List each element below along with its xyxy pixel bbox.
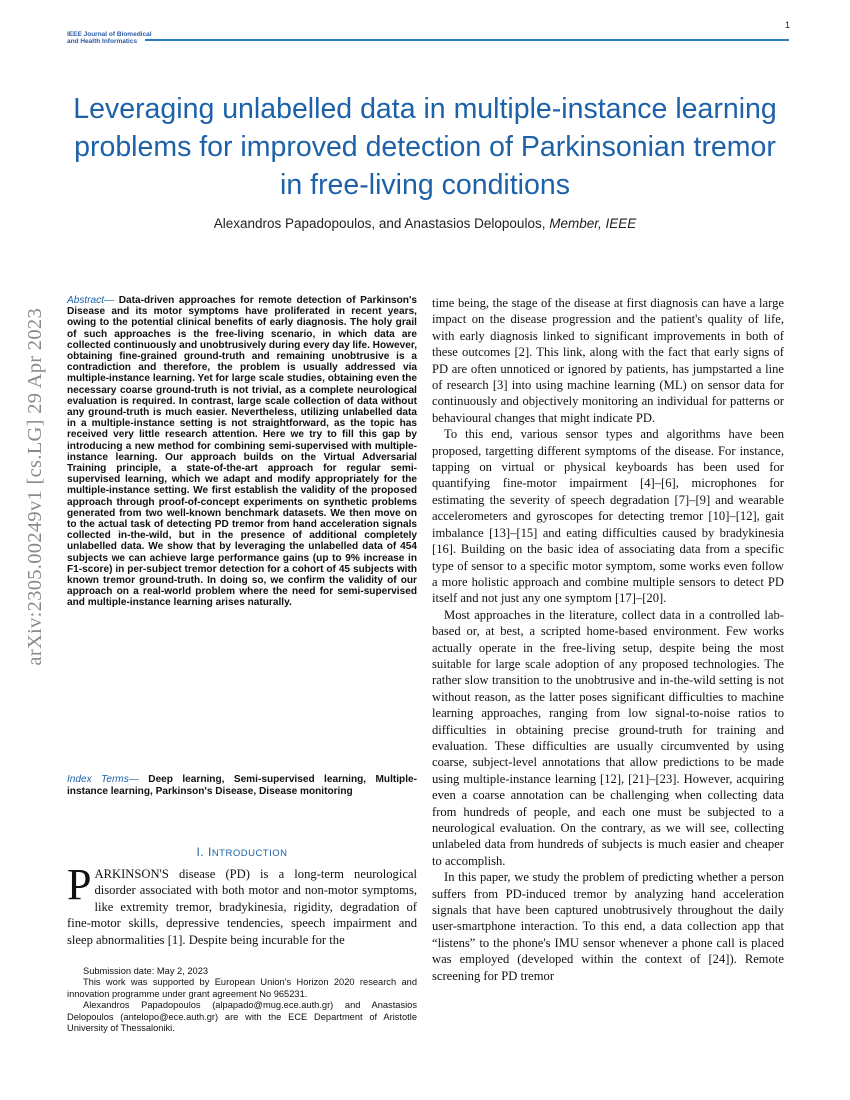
body-paragraph: time being, the stage of the disease at first diagnosis can have a large impact on the disease progression and the patient's quality of life, with early diagnosis linked to significant improvements in both of these outcomes [2]. This link, along with the fact that early signs of PD are often unnoticed or ignored by patients, has jumpstarted a line of research [3] into using machine learning (ML) on sensor data for continuously and objectively monitoring an individual for patterns or behavioural changes that might indicate PD.: [432, 296, 784, 425]
author-names: Alexandros Papadopoulos, and Anastasios Delopoulos,: [213, 216, 546, 231]
right-column: [432, 295, 784, 984]
intro-paragraph: [67, 860, 417, 948]
footnote-funding: This work was supported by European Union's Horizon 2020 research and innovation programme under grant agreement No 965231.: [67, 977, 417, 999]
paper-authors: [60, 216, 790, 231]
section-numeral: I. I: [196, 845, 212, 859]
abstract-text: Data-driven approaches for remote detection of Parkinson's Disease and its motor symptoms have proliferated in recent years, owing to the potential clinical benefits of early diagnosis. The holy grail of such approaches is the free-living scenario, in which data are collected continuously and unobtrusively during every day life. However, obtaining fine-grained ground-truth and remaining unobtrusive is a contradiction and therefore, the problem is usually addressed via multiple-instance learning. Yet for large scale studies, obtaining even the necessary coarse ground-truth is not trivial, as a complete neurological evaluation is required. In contrast, large scale collection of data without any ground-truth is much easier. Nevertheless, utilizing unlabelled data in a multiple-instance setting is not straightforward, as the topic has received very little research attention. Here we try to fill this gap by introducing a new method for combining semi-supervised with multiple-instance learning. Our approach builds on the Virtual Adversarial Training principle, a state-of-the-art approach for regular semi-supervised learning, which we adapt and modify appropriately for the multiple-instance setting. We first establish the validity of the proposed approach through proof-of-concept experiments on synthetic problems generated from two well-known benchmark datasets. We then move on to the actual task of detecting PD tremor from hand acceleration signals collected in-the-wild, but in the presence of additional completely unlabelled data. We show that by leveraging the unlabelled data of 454 subjects we can achieve large performance gains (up to 9% increase in F1-score) in per-subject tremor detection for a cohort of 45 subjects with known tremor ground-truth. In doing so, we confirm the validity of our approach on a real-world problem where the need for semi-supervised and multiple-instance learning arises naturally.: [67, 295, 418, 609]
footnote-submission: Submission date: May 2, 2023: [83, 966, 209, 976]
arxiv-watermark: [18, 294, 52, 680]
index-terms: [67, 774, 417, 797]
index-terms-label: Index Terms—: [67, 774, 139, 785]
section-heading-introduction: [67, 845, 417, 859]
arxiv-id: arXiv:2305.00249v1 [cs.LG] 29 Apr 2023: [23, 308, 46, 666]
intro-text: disease (PD) is a long-term neurological disorder associated with both motor and non-motor symptoms, like extremity tremor, bradykinesia, rigidity, degradation of fine-motor skills, depressive tendencies, speech impairment and sleep abnormalities [1]. Despite being incurable for the: [67, 867, 417, 947]
abstract: [67, 295, 417, 609]
footnote-affiliation: Alexandros Papadopoulos (alpapado@mug.ece.auth.gr) and Anastasios Delopoulos (antelopo@ece.auth.gr) are with the ECE Department of Aristotle University of Thessaloniki.: [67, 1000, 417, 1034]
journal-name: IEEE Journal of Biomedical and Health Informatics: [67, 31, 152, 45]
drop-cap: P: [67, 860, 92, 909]
paper-title: Leveraging unlabelled data in multiple-instance learning problems for improved detection of Parkinsonian tremor in free-living conditions: [73, 93, 777, 201]
section-title-rest: NTRODUCTION: [211, 848, 288, 859]
abstract-label: Abstract—: [67, 295, 115, 306]
index-terms-text: Deep learning, Semi-supervised learning, Multiple-instance learning, Parkinson's Disease, Disease monitoring: [67, 774, 417, 797]
intro-first-word: ARKINSON'S: [94, 867, 169, 881]
header-rule: [145, 39, 789, 41]
author-membership: Member, IEEE: [549, 216, 637, 231]
body-paragraph: In this paper, we study the problem of predicting whether a person suffers from PD-induced tremor by analyzing hand acceleration signals that have been captured unobtrusively throughout the daily user-smartphone interaction. To this end, a data collection app that “listens” to the phone's IMU sensor whenever a phone call is placed was employed (developed within the context of [24]). Remote screening for PD tremor: [432, 870, 784, 983]
page-number: 1: [785, 20, 791, 30]
body-paragraph: Most approaches in the literature, collect data in a controlled lab-based or, at best, a scripted home-based environment. Few works actually operate in the free-living setup, despite being the most suitable for large scale adoption of any proposed technologies. The rather slow transition to the unobtrusive and in-the-wild setting is not without reason, as the latter poses significant difficulties to machine learning approaches, ranging from low signal-to-noise ratios to difficulties in obtaining precise ground-truth for training and evaluation. These difficulties are usually circumvented by using coarse, subject-level annotations that allow predictions to be made using multiple-instance learning [12], [21]–[23]. However, acquiring even a coarse annotation can be challenging when collecting data from hundreds of people, and each one must be subjected to a neurological evaluation. On the contrary, as we will see, collecting unlabeled data from hundreds of subjects is much easier and cheaper to accomplish.: [432, 607, 784, 868]
footnotes: [67, 966, 417, 1034]
body-paragraph: To this end, various sensor types and algorithms have been proposed, targetting different symptoms of the disease. For instance, tapping on virtual or physical keyboards has been used for quantifying fine-motor impairment [4]–[6], microphones for estimating the severity of speech degradation [7]–[9] and wearable accelerometers and gyroscopes for detecting tremor [10]–[12], gait imbalance [13]–[15] and eating difficulties caused by bradykinesia [16]. Building on the basic idea of associating data from a specific type of sensor to a specific motor symptom, some works even follow a more holistic approach and combine multiple sensors to detect PD itself and not just any one symptom [17]–[20].: [432, 427, 784, 606]
